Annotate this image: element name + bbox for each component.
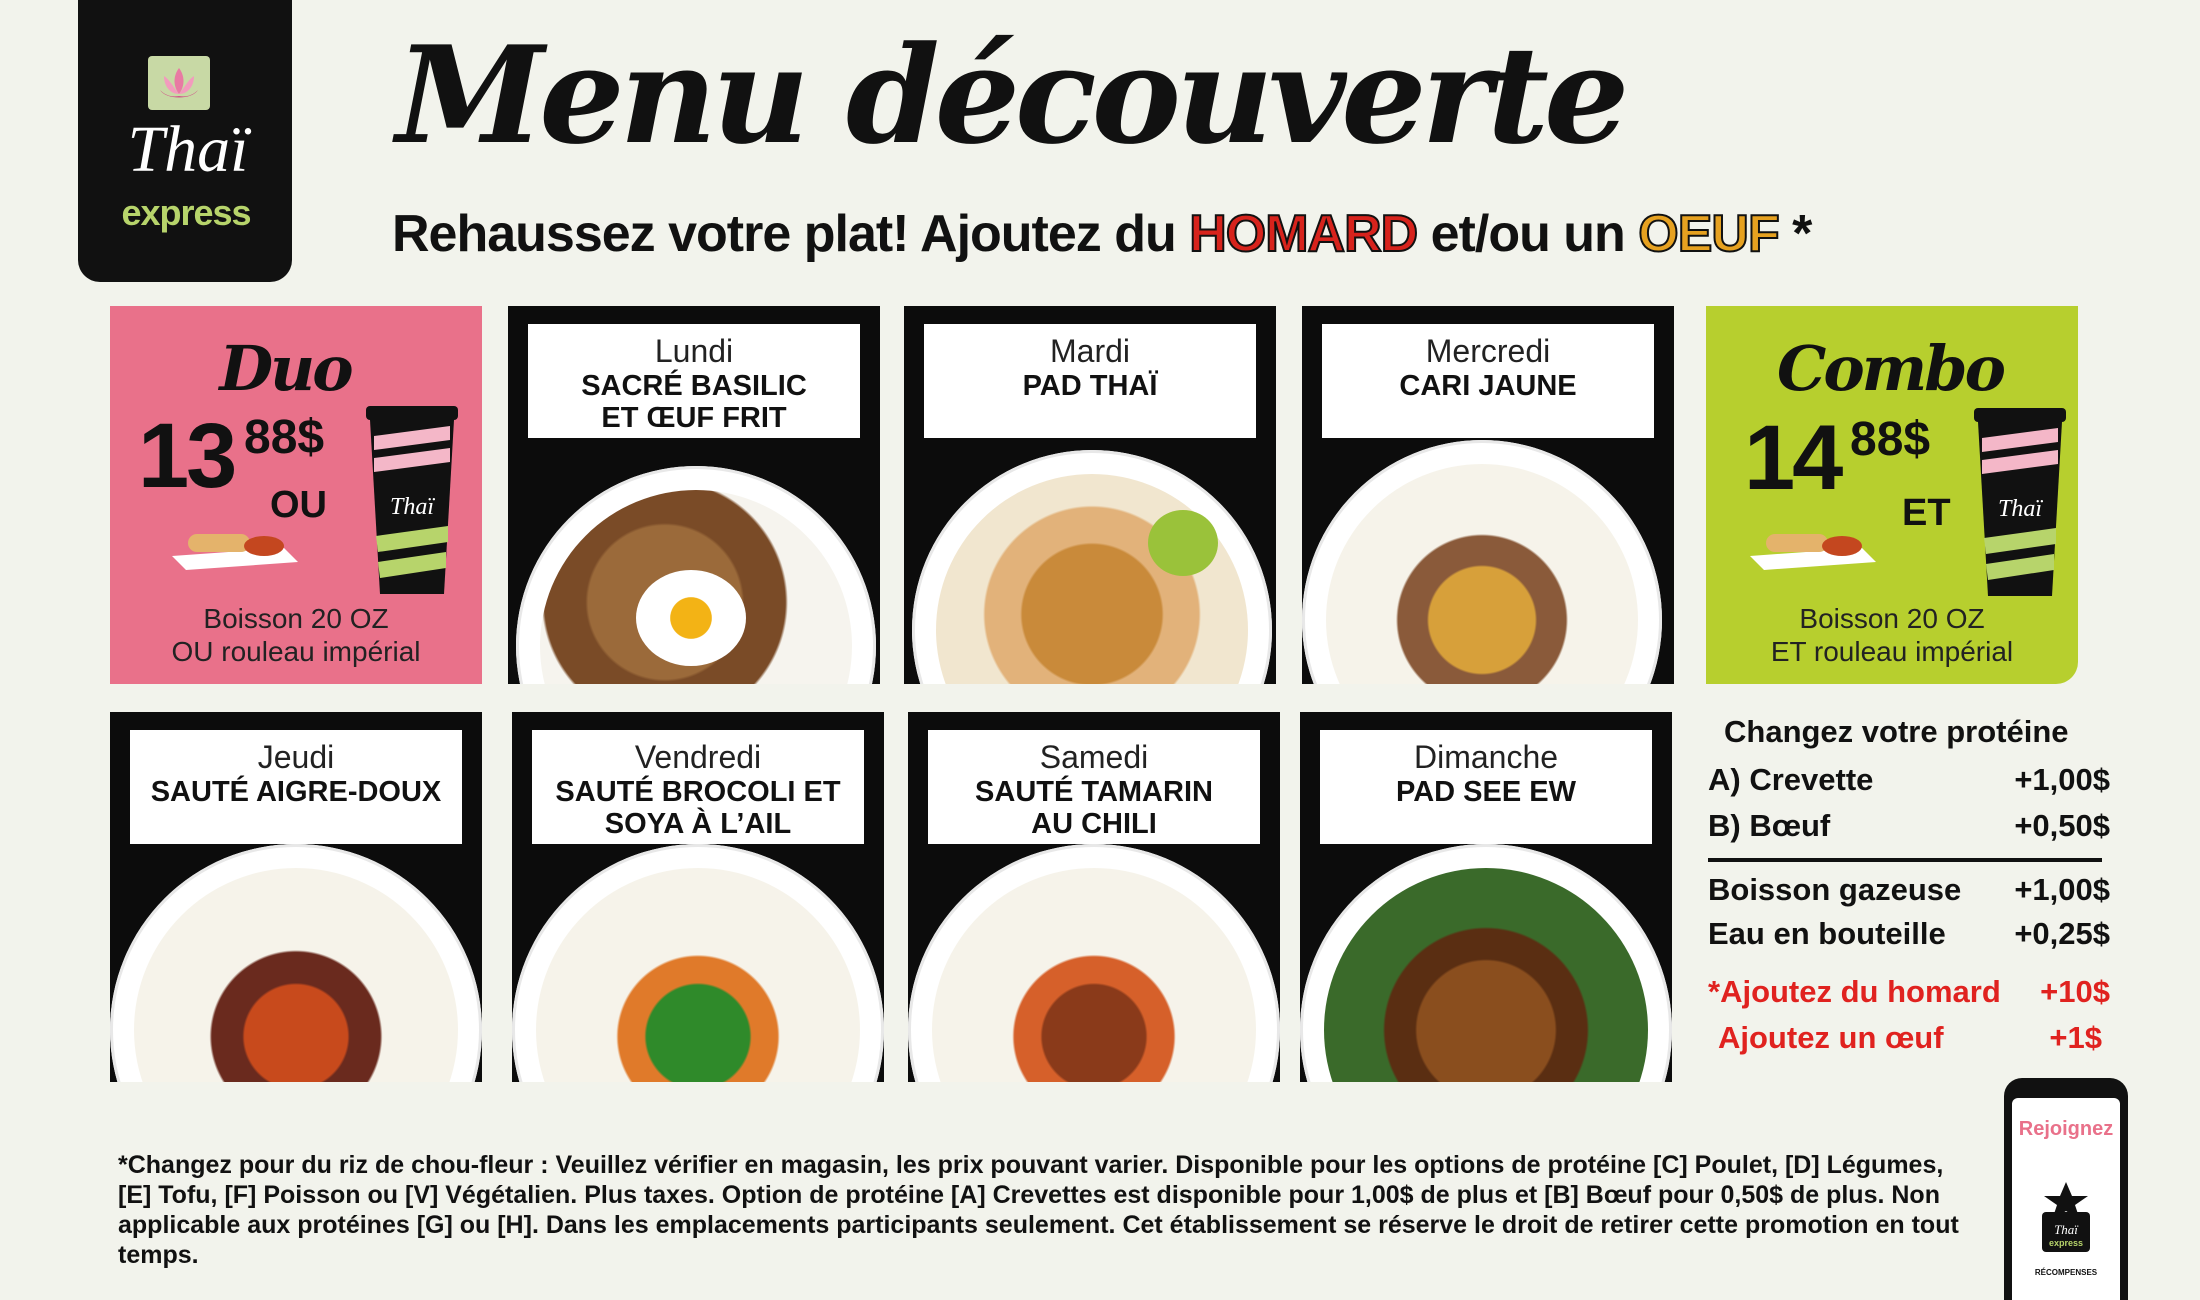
subheadline-prefix: Rehaussez votre plat! Ajoutez du	[392, 205, 1190, 263]
page-title: Menu découverte	[396, 16, 1625, 174]
dish-food	[1326, 464, 1638, 684]
duo-panel[interactable]	[110, 306, 482, 684]
subheadline-suffix: *	[1778, 205, 1812, 263]
day-name: Mardi	[1049, 333, 1130, 369]
lotus-icon	[148, 56, 210, 110]
day-card	[532, 730, 864, 844]
day-panel-dimanche[interactable]	[1300, 712, 1672, 1082]
day-card	[1322, 324, 1654, 438]
day-name: Vendredi	[634, 739, 762, 775]
day-name: Mercredi	[1425, 333, 1551, 369]
option-label: B) Bœuf	[1708, 808, 1831, 843]
dish-bowl	[512, 844, 884, 1082]
badge-logo-text: Thaï	[2054, 1222, 2078, 1237]
option-price: +0,50$	[2014, 808, 2110, 843]
subheadline-middle: et/ou un	[1417, 205, 1639, 263]
brand-logo[interactable]	[78, 0, 292, 282]
option-price: +1,00$	[2014, 872, 2110, 907]
day-card	[1320, 730, 1652, 844]
dish-bowl	[1302, 440, 1662, 684]
logo-wordmark: Thaï	[127, 113, 249, 186]
day-card	[528, 324, 860, 438]
lime-wedge	[1148, 510, 1218, 576]
option-price: +1$	[2049, 1020, 2102, 1055]
day-panel-mercredi[interactable]	[1302, 306, 1674, 684]
dish-name: SAUTÉ TAMARIN AU CHILI	[975, 775, 1213, 841]
day-panel-vendredi[interactable]	[512, 712, 884, 1082]
option-label: Eau en bouteille	[1708, 916, 1946, 951]
combo-panel[interactable]	[1706, 306, 2078, 684]
rewards-cta[interactable]: Rejoignez	[2018, 1118, 2114, 1140]
dish-bowl	[1300, 844, 1672, 1082]
dish-name: CARI JAUNE	[1399, 369, 1577, 402]
fried-egg	[636, 570, 746, 666]
day-name: Samedi	[1039, 739, 1149, 775]
dish-name: SAUTÉ BROCOLI ET SOYA À L’AIL	[555, 775, 841, 841]
dish-bowl	[516, 466, 876, 684]
subheadline-oeuf: OEUF	[1638, 205, 1779, 263]
day-card	[928, 730, 1260, 844]
day-card	[130, 730, 462, 844]
option-label: *Ajoutez du homard	[1708, 974, 2001, 1009]
drink-cup-icon	[364, 406, 460, 594]
dish-food	[1324, 868, 1648, 1082]
day-panel-mardi[interactable]	[904, 306, 1276, 684]
day-name: Lundi	[654, 333, 734, 369]
dish-name: PAD THAÏ	[1022, 369, 1158, 402]
drink-cup-icon	[1972, 408, 2068, 596]
options-divider	[1708, 858, 2102, 862]
day-panel-jeudi[interactable]	[110, 712, 482, 1082]
rewards-label: RÉCOMPENSES	[2034, 1268, 2098, 1277]
dish-name: SAUTÉ AIGRE-DOUX	[150, 775, 442, 808]
day-panel-samedi[interactable]	[908, 712, 1280, 1082]
dish-name: PAD SEE EW	[1396, 775, 1576, 808]
day-name: Dimanche	[1413, 739, 1559, 775]
option-price: +0,25$	[2014, 916, 2110, 951]
cup-logo-text: Thaï	[389, 494, 435, 520]
combo-connector: ET	[1902, 492, 1951, 534]
spring-roll-icon	[168, 518, 302, 574]
option-price: +1,00$	[2014, 762, 2110, 797]
cup-logo-text: Thaï	[1997, 496, 2043, 522]
dish-food	[134, 868, 458, 1082]
combo-title: Combo	[1776, 332, 2003, 405]
duo-price-cents: 88$	[244, 411, 325, 464]
dish-food	[936, 474, 1248, 684]
phone-screen	[2012, 1098, 2120, 1300]
option-label: A) Crevette	[1708, 762, 1874, 797]
duo-connector: OU	[270, 484, 327, 526]
footnote: *Changez pour du riz de chou-fleur : Veuillez vérifier en magasin, les prix pouvant varier. Disponible pour les options de protéine [C] Poulet, [D] Légumes, [E] Tofu, [F] Poisson ou [V] Végétalien. Plus taxes. Option de protéine [A] Crevettes est disponible pour 1,00$ de plus et [B] Bœuf pour 0,50$ de plus. Non applicable aux protéines [G] ou [H]. Dans les emplacements participants seulement. Cet établissement se réserve le droit de retirer cette promotion en tout temps.	[118, 1151, 1959, 1269]
subheadline-homard: HOMARD	[1189, 205, 1418, 263]
duo-title: Duo	[219, 332, 351, 405]
dish-bowl	[912, 450, 1272, 684]
rewards-phone[interactable]	[2004, 1078, 2128, 1300]
option-price: +10$	[2040, 974, 2110, 1009]
dish-name: SACRÉ BASILIC ET ŒUF FRIT	[581, 369, 807, 435]
dish-bowl	[908, 844, 1280, 1082]
combo-price-cents: 88$	[1850, 413, 1931, 466]
combo-note: Boisson 20 OZ ET rouleau impérial	[1770, 602, 2014, 667]
combo-price-main: 14	[1744, 407, 1841, 509]
option-label: Ajoutez un œuf	[1718, 1020, 1944, 1055]
dish-food	[932, 868, 1256, 1082]
duo-note: Boisson 20 OZ OU rouleau impérial	[171, 602, 421, 667]
spring-roll-icon	[1746, 518, 1880, 574]
option-label: Boisson gazeuse	[1708, 872, 1962, 907]
dish-food	[536, 868, 860, 1082]
badge-logo-sub: express	[2048, 1238, 2084, 1248]
day-card	[924, 324, 1256, 438]
duo-price-main: 13	[138, 405, 235, 507]
day-panel-lundi[interactable]	[508, 306, 880, 684]
day-name: Jeudi	[257, 739, 335, 775]
logo-subwordmark: express	[121, 192, 251, 233]
subheadline	[392, 204, 1811, 264]
dish-bowl	[110, 844, 482, 1082]
options-title: Changez votre protéine	[1724, 714, 2069, 749]
rewards-badge-icon	[2034, 1182, 2098, 1252]
